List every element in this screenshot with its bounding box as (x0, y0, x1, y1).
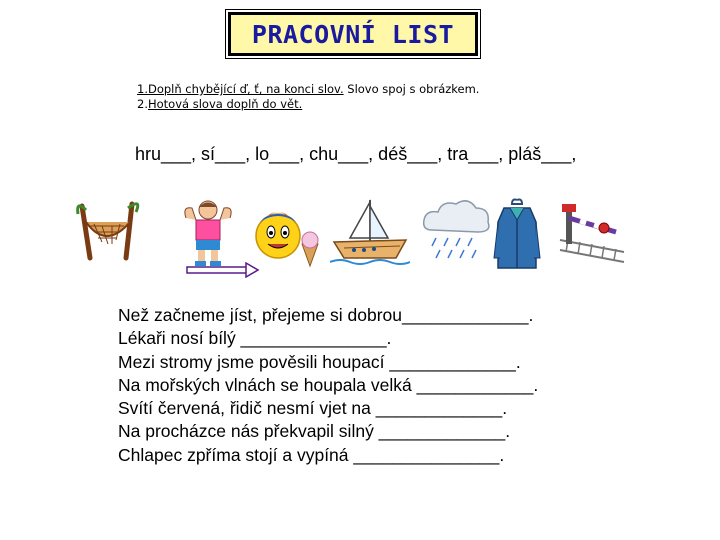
sentence-1: Než začneme jíst, přejeme si dobrou_____________. (118, 305, 534, 325)
strongman-icon (178, 196, 238, 268)
arrow-icon (186, 262, 260, 278)
coat-icon (492, 196, 542, 272)
page-title: PRACOVNÍ LIST (251, 19, 455, 49)
instruction-1-rest: Slovo spoj s obrázkem. (343, 82, 480, 96)
picture-row (68, 196, 628, 282)
instruction-2-underlined: Hotová slova doplň do vět. (147, 97, 303, 111)
instruction-1-underlined: 1.Doplň chybějící ď, ť, na konci slov. (137, 82, 344, 96)
sentence-list (118, 304, 538, 467)
sentence-6: Na procházce nás překvapil silný _____________. (118, 421, 511, 442)
sentence-7: Chlapec zpříma stojí a vypíná _______________. (118, 444, 505, 465)
title-box (228, 12, 478, 56)
instruction-2-prefix: 2. (137, 97, 148, 111)
sentence-4: Na mořských vlnách se houpala velká ____________. (118, 374, 539, 395)
rain-cloud-icon (418, 196, 498, 268)
sentence-3: Mezi stromy jsme pověsili houpací _____________. (118, 351, 521, 372)
sentence-5: Svítí červená, řidič nesmí vjet na _____________. (118, 398, 508, 419)
smiley-icecream-icon (246, 196, 326, 268)
boat-icon (330, 196, 410, 268)
hammock-icon (68, 196, 148, 266)
railway-crossing-icon (556, 196, 628, 268)
instruction-2 (137, 97, 302, 112)
sentence-2: Lékaři nosí bílý _______________. (118, 328, 392, 349)
words-to-complete: hru___, sí___, lo___, chu___, déš___, tra___, pláš___, (135, 144, 577, 164)
instruction-1 (137, 82, 479, 97)
